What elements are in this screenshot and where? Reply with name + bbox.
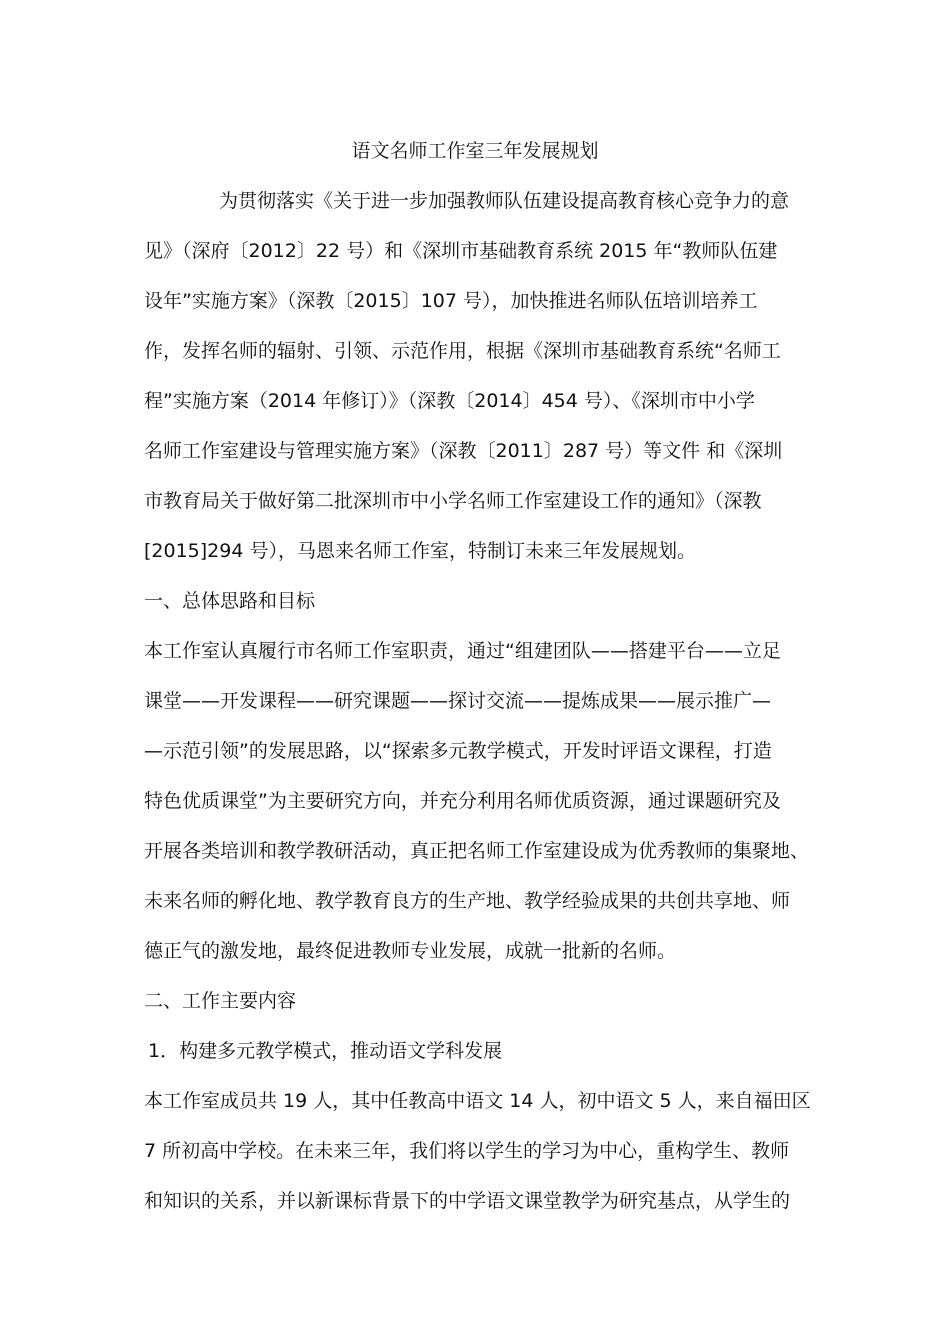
paragraph-line: 德正气的激发地，最终促进教师专业发展，成就一批新的名师。 [144, 940, 677, 962]
paragraph-line: —示范引领”的发展思路，以“探索多元教学模式，开发时评语文课程，打造 [144, 740, 772, 762]
subsection-heading: 1．构建多元教学模式，推动语文学科发展 [148, 1040, 503, 1062]
document-title: 语文名师工作室三年发展规划 [351, 140, 599, 162]
paragraph-line: 为贯彻落实《关于进一步加强教师队伍建设提高教育核心竞争力的意 [219, 190, 790, 212]
paragraph-line: 见》（深府〔2012〕22 号）和《深圳市基础教育系统 2015 年“教师队伍建 [144, 240, 778, 262]
paragraph-line: 7 所初高中学校。在未来三年，我们将以学生的学习为中心，重构学生、教师 [144, 1140, 790, 1162]
paragraph-line: 作，发挥名师的辐射、引领、示范作用，根据《深圳市基础教育系统“名师工 [144, 340, 781, 362]
paragraph-line: 设年”实施方案》（深教〔2015〕107 号），加快推进名师队伍培训培养工 [144, 290, 758, 312]
paragraph-line: 开展各类培训和教学教研活动，真正把名师工作室建设成为优秀教师的集聚地、 [144, 840, 810, 862]
paragraph-line: 课堂——开发课程——研究课题——探讨交流——提炼成果——展示推广— [144, 690, 772, 712]
paragraph-line: 程”实施方案（2014 年修订）》（深教〔2014〕454 号）、《深圳市中小学 [144, 390, 755, 412]
paragraph-line: 特色优质课堂”为主要研究方向，并充分利用名师优质资源，通过课题研究及 [144, 790, 781, 812]
paragraph-line: 市教育局关于做好第二批深圳市中小学名师工作室建设工作的通知》（深教 [144, 490, 762, 512]
paragraph-line: [2015]294 号），马恩来名师工作室，特制订未来三年发展规划。 [144, 540, 696, 562]
paragraph-line: 未来名师的孵化地、教学教育良方的生产地、教学经验成果的共创共享地、师 [144, 890, 791, 912]
paragraph-line: 本工作室成员共 19 人，其中任教高中语文 14 人，初中语文 5 人，来自福田区 [144, 1090, 811, 1112]
section-heading: 二、工作主要内容 [144, 990, 297, 1012]
paragraph-line: 本工作室认真履行市名师工作室职责，通过“组建团队——搭建平台——立足 [144, 640, 781, 662]
paragraph-line: 和知识的关系，并以新课标背景下的中学语文课堂教学为研究基点，从学生的 [144, 1190, 791, 1212]
paragraph-line: 名师工作室建设与管理实施方案》（深教〔2011〕287 号）等文件 和《深圳 [144, 440, 783, 462]
section-heading: 一、总体思路和目标 [144, 590, 316, 612]
